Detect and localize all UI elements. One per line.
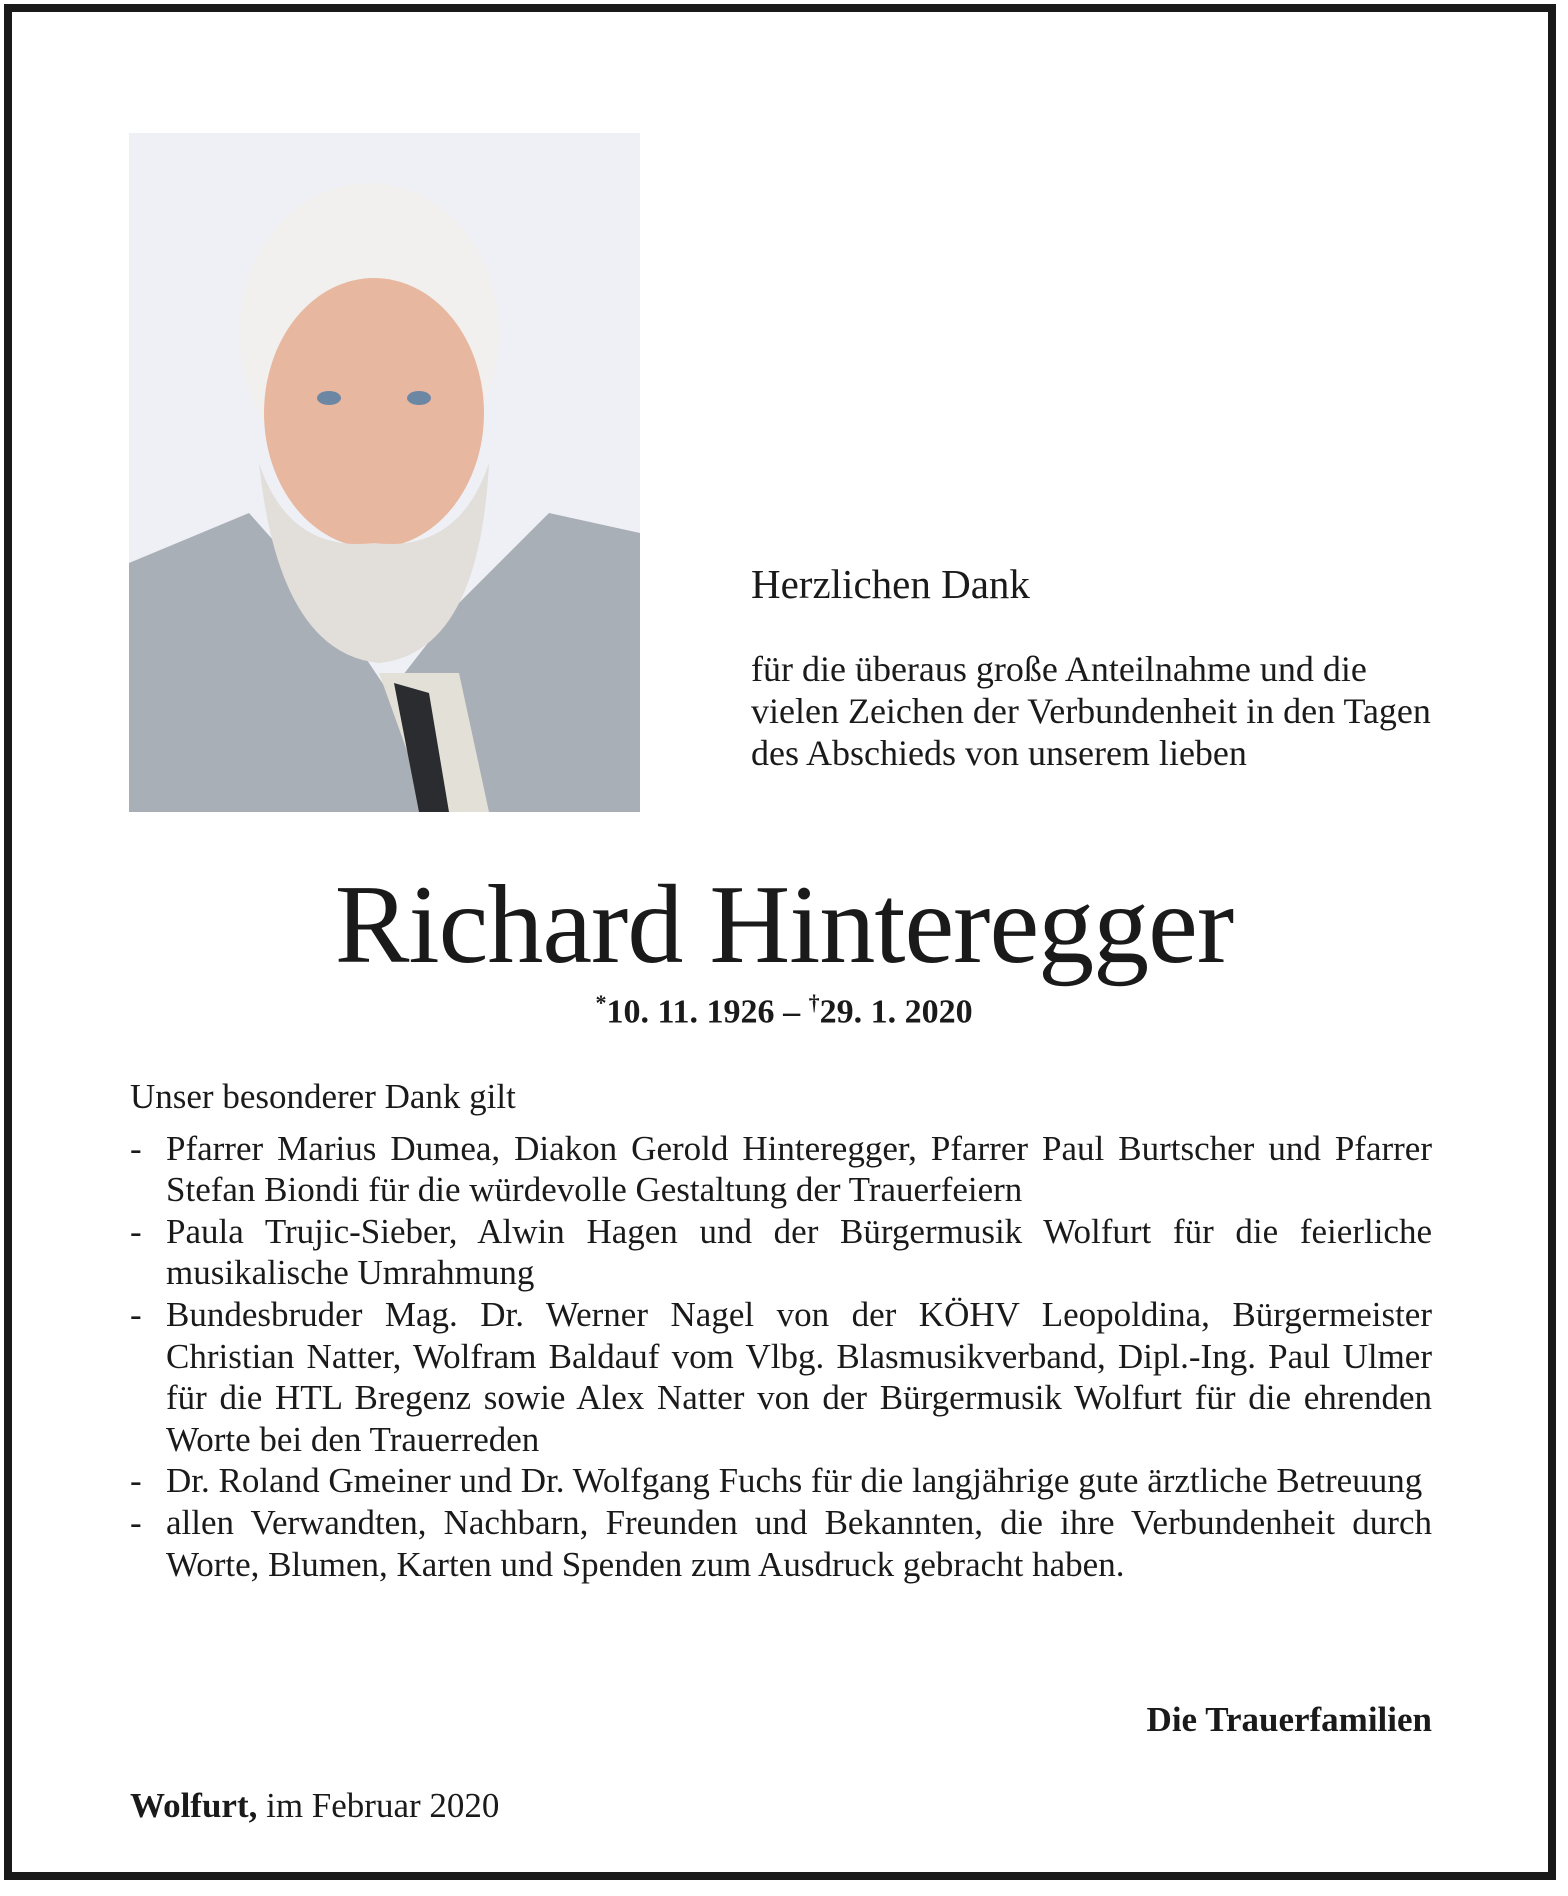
thanks-list bbox=[130, 1128, 1432, 1586]
dash: - bbox=[130, 1211, 142, 1251]
dash: - bbox=[130, 1294, 142, 1334]
list-item-text: Pfarrer Marius Dumea, Diakon Gerold Hinteregger, Pfarrer Paul Burtscher und Pfarrer Stefan Biondi für die würdevolle Gestaltung der Trauerfeiern bbox=[166, 1128, 1432, 1210]
dash: - bbox=[130, 1128, 142, 1168]
portrait-photo bbox=[129, 133, 640, 812]
deceased-name: Richard Hinteregger bbox=[334, 863, 1234, 987]
dash: - bbox=[130, 1461, 142, 1501]
list-item bbox=[130, 1294, 1432, 1460]
list-item-text: Paula Trujic-Sieber, Alwin Hagen und der Bürgermusik Wolfurt für die feierliche musikalische Umrahmung bbox=[166, 1211, 1432, 1293]
list-item bbox=[130, 1211, 1432, 1294]
birth-date: 10. 11. 1926 bbox=[606, 993, 775, 1031]
death-symbol: † bbox=[808, 990, 820, 1015]
date-line: im Februar 2020 bbox=[257, 1786, 500, 1825]
dash: - bbox=[130, 1502, 142, 1542]
thanks-lead: Unser besonderer Dank gilt bbox=[130, 1077, 516, 1116]
thanks-title: Herzlichen Dank bbox=[751, 561, 1030, 607]
list-item bbox=[130, 1502, 1432, 1585]
signature: Die Trauerfamilien bbox=[1146, 1700, 1432, 1739]
thanks-body bbox=[130, 1076, 1432, 1585]
life-dates bbox=[0, 990, 1568, 1031]
intro-text: für die überaus große Anteilnahme und die vielen Zeichen der Verbundenheit in den Tagen des Abschieds von unserem lieben bbox=[751, 649, 1431, 773]
death-date: 29. 1. 2020 bbox=[819, 993, 973, 1031]
list-item-text: Bundesbruder Mag. Dr. Werner Nagel von der KÖHV Leopoldina, Bürgermeister Christian Natter, Wolfram Baldauf vom Vlbg. Blasmusikverband, Dipl.-Ing. Paul Ulmer für die HTL Bregenz sowie Alex Natter von der Bürgermusik Wolfurt für die ehrenden Worte bei den Trauerreden bbox=[166, 1294, 1432, 1459]
place: Wolfurt, bbox=[130, 1786, 258, 1825]
list-item-text: Dr. Roland Gmeiner und Dr. Wolfgang Fuchs für die langjährige gute ärztliche Betreuung bbox=[166, 1461, 1423, 1501]
date-separator: – bbox=[774, 993, 809, 1031]
birth-symbol: * bbox=[595, 990, 607, 1015]
list-item-text: allen Verwandten, Nachbarn, Freunden und Bekannten, die ihre Verbundenheit durch Worte, Blumen, Karten und Spenden zum Ausdruck gebracht haben. bbox=[166, 1502, 1432, 1584]
list-item bbox=[130, 1128, 1432, 1211]
intro-block bbox=[751, 560, 1441, 774]
place-date bbox=[130, 1786, 499, 1826]
list-item bbox=[130, 1460, 1432, 1502]
